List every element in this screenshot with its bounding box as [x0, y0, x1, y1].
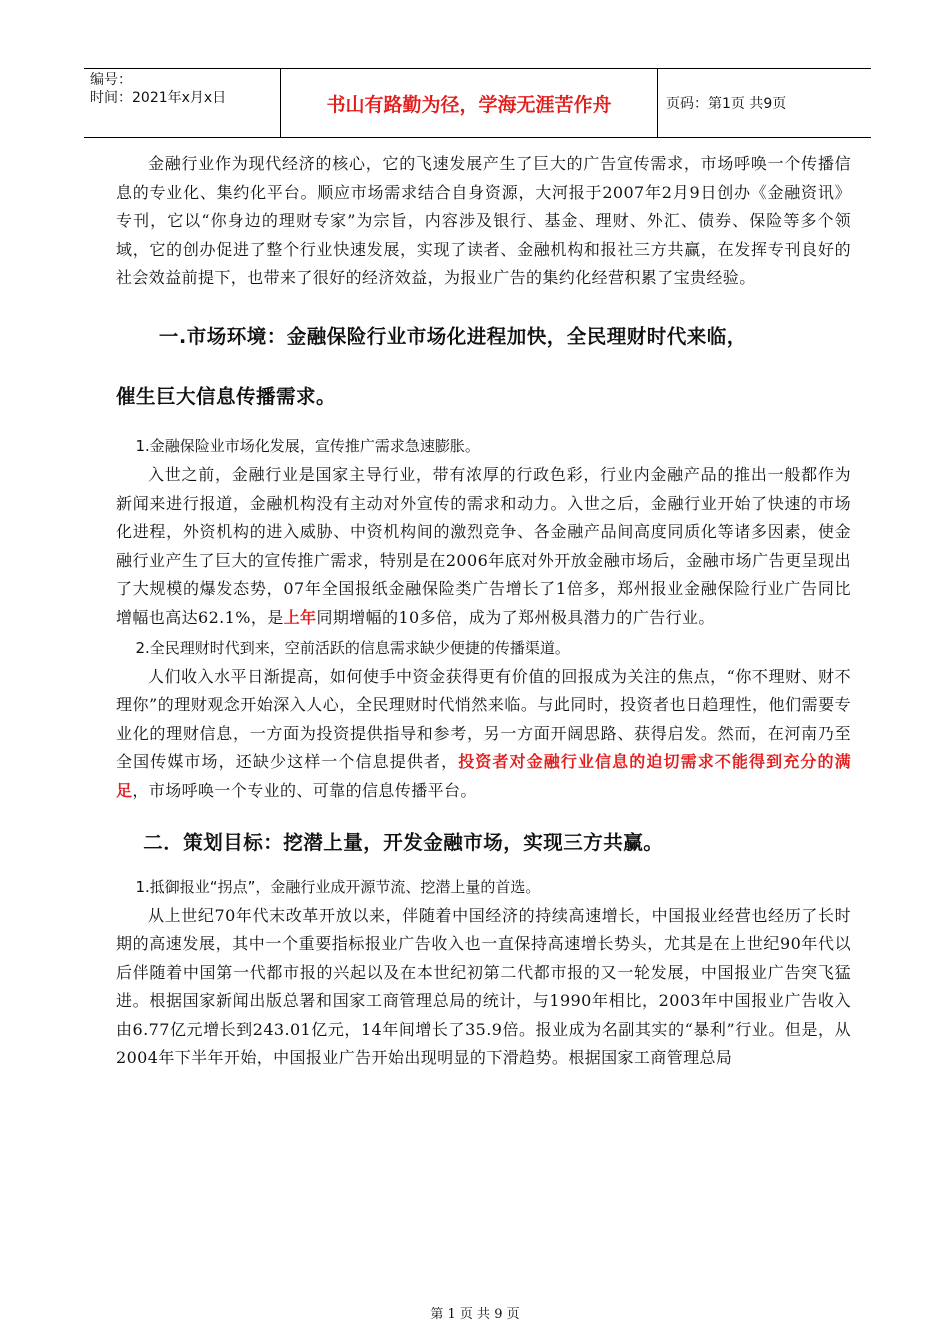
page-footer: 第 1 页 共 9 页: [430, 1307, 520, 1322]
section1-heading: [116, 307, 851, 427]
paragraph-text: 同期增幅的10多倍，成为了郑州极具潜力的广告行业。: [316, 607, 715, 627]
paragraph-text: 入世之前，金融行业是国家主导行业，带有浓厚的行政色彩，行业内金融产品的推出一般都作为新闻来进行报道，金融机构没有主动对外宣传的需求和动力。入世之后，金融行业开始了快速的市场化进程，外资机构的进入威胁、中资机构间的激烈竞争、各金融产品间高度同质化等诸多因素，使金融行业产生了巨大的宣传推广需求，特别是在2006年底对外开放金融市场后，金融市场广告更呈现出了大规模的爆发态势，07年全国报纸金融保险类广告增长了1倍多，郑州报业金融保险行业广告同比增幅也高达62.1%，是: [116, 464, 851, 627]
section1-sub2-title: 2.全民理财时代到来，空前活跃的信息需求缺少便捷的传播渠道。: [135, 638, 570, 657]
intro-paragraph: 金融行业作为现代经济的核心，它的飞速发展产生了巨大的广告宣传需求，市场呼唤一个传播信息的专业化、集约化平台。顺应市场需求结合自身资源，大河报于2007年2月9日创办《金融资讯》专刊，它以“你身边的理财专家”为宗旨，内容涉及银行、基金、理财、外汇、债券、保险等多个领域，它的创办促进了整个行业快速发展，实现了读者、金融机构和报社三方共赢，在发挥专刊良好的社会效益前提下，也带来了很好的经济效益，为报业广告的集约化经营积累了宝贵经验。: [116, 154, 851, 288]
doc-date-label: 时间：2021年x月x日: [90, 90, 227, 106]
header-meta-cell: [84, 69, 281, 137]
highlight-text: 投资者对金融行业信息的迫切需求不能得到充分的满足: [116, 752, 851, 800]
section1-sub2-paragraph: [116, 663, 851, 806]
section1-heading-line2: 催生巨大信息传播需求。: [116, 384, 337, 408]
section1-sub1-paragraph: [116, 461, 851, 633]
section2-sub1-paragraph: 从上世纪70年代末改革开放以来，伴随着中国经济的持续高速增长，中国报业经营也经历了长时期的高速发展，其中一个重要指标报业广告收入也一直保持高速增长势头，尤其是在上世纪90年代以后伴随着中国第一代都市报的兴起以及在本世纪初第二代都市报的又一轮发展，中国报业广告突飞猛进。根据国家新闻出版总署和国家工商管理总局的统计，与1990年相比，2003年中国报业广告收入由6.77亿元增长到243.01亿元，14年间增长了35.9倍。报业成为名副其实的“暴利”行业。但是，从2004年下半年开始，中国报业广告开始出现明显的下滑趋势。根据国家工商管理总局: [116, 905, 851, 1068]
section1-heading-line1: 一.市场环境：金融保险行业市场化进程加快，全民理财时代来临，: [158, 324, 747, 348]
highlight-text: 上年: [283, 607, 317, 627]
page-header-table: [84, 68, 871, 138]
header-page-label: 页码：第1页 共9页: [666, 96, 787, 112]
paragraph-text: ，市场呼唤一个专业的、可靠的信息传播平台。: [132, 780, 477, 800]
header-motto: 书山有路勤为径，学海无涯苦作舟: [281, 69, 658, 137]
section2-sub1-title: 1.抵御报业“拐点”，金融行业成开源节流、挖潜上量的首选。: [135, 877, 541, 896]
doc-number-label: 编号：: [90, 72, 132, 88]
paragraph-text: 人们收入水平日渐提高，如何使手中资金获得更有价值的回报成为关注的焦点，“你不理财、财不理你”的理财观念开始深入人心，全民理财时代悄然来临。与此同时，投资者也日趋理性，他们需要专业化的理财信息，一方面为投资提供指导和参考，另一方面开阔思路、获得启发。然而，在河南乃至全国传媒市场，还缺少这样一个信息提供者，: [116, 666, 851, 772]
section1-sub1-title: 1.金融保险业市场化发展，宣传推广需求急速膨胀。: [135, 436, 480, 455]
section2-heading: 二．策划目标：挖潜上量，开发金融市场，实现三方共赢。: [143, 830, 664, 854]
document-body: [116, 150, 851, 1073]
